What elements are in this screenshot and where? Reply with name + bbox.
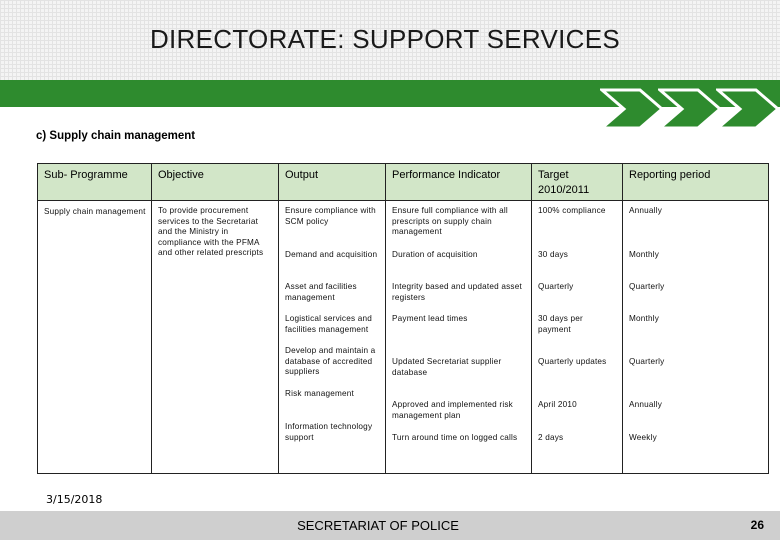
period-item: Weekly [629, 433, 657, 442]
target-item: Quarterly [538, 282, 574, 291]
indicator-item: Integrity based and updated asset registers [392, 282, 522, 302]
period-item: Annually [629, 400, 663, 409]
target-item: Quarterly updates [538, 357, 607, 366]
output-item: Risk management [285, 389, 354, 398]
output-item: Demand and acquisition [285, 250, 378, 259]
period-item: Monthly [629, 250, 660, 259]
col-header: Reporting period [623, 164, 769, 201]
indicator-item: Payment lead times [392, 314, 468, 323]
indicator-item: Turn around time on logged calls [392, 433, 518, 442]
target-item: April 2010 [538, 400, 577, 409]
sub-programme-cell [38, 201, 152, 474]
objective-text: To provide procurement services to the Secretariat and the Ministry in compliance with the PFMA and other related prescripts [158, 206, 264, 258]
indicator-item: Updated Secretariat supplier database [392, 357, 502, 377]
section-subtitle: c) Supply chain management [36, 130, 196, 142]
col-header: Sub- Programme [38, 164, 152, 201]
period-item: Quarterly [629, 282, 665, 291]
output-item: Information technology support [285, 422, 373, 442]
slide-date: 3/15/2018 [46, 493, 103, 506]
footer-organisation: SECRETARIAT OF POLICE [297, 518, 459, 533]
page-number: 26 [750, 518, 764, 532]
output-item: Ensure compliance with SCM policy [285, 206, 376, 226]
col-header: Target 2010/2011 [532, 164, 623, 201]
indicator-cell [386, 201, 532, 474]
footer-bar [0, 511, 780, 540]
indicator-item: Duration of acquisition [392, 250, 478, 259]
target-item: 100% compliance [538, 206, 606, 215]
col-header: Performance Indicator [386, 164, 532, 201]
output-cell [279, 201, 386, 474]
period-item: Quarterly [629, 357, 665, 366]
col-header: Output [279, 164, 386, 201]
chevron-right-icon [716, 87, 780, 131]
indicator-item: Ensure full compliance with all prescripts on supply chain management [392, 206, 508, 237]
target-item: 2 days [538, 433, 564, 442]
performance-table [37, 163, 769, 474]
output-item: Asset and facilities management [285, 282, 357, 302]
target-cell [532, 201, 623, 474]
table-header-row [38, 164, 769, 201]
chevron-right-icon [658, 87, 722, 131]
chevron-right-icon [600, 87, 664, 131]
target-item: 30 days per payment [538, 314, 583, 334]
period-item: Monthly [629, 314, 660, 323]
period-item: Annually [629, 206, 663, 215]
col-header: Objective [152, 164, 279, 201]
table-row [38, 201, 769, 474]
page-title: DIRECTORATE: SUPPORT SERVICES [149, 24, 621, 54]
output-item: Logistical services and facilities management [285, 314, 372, 334]
period-cell [623, 201, 769, 474]
objective-cell [152, 201, 279, 474]
target-item: 30 days [538, 250, 569, 259]
output-item: Develop and maintain a database of accredited suppliers [285, 346, 376, 377]
sub-programme-text: Supply chain management [44, 207, 146, 216]
indicator-item: Approved and implemented risk management plan [392, 400, 513, 420]
